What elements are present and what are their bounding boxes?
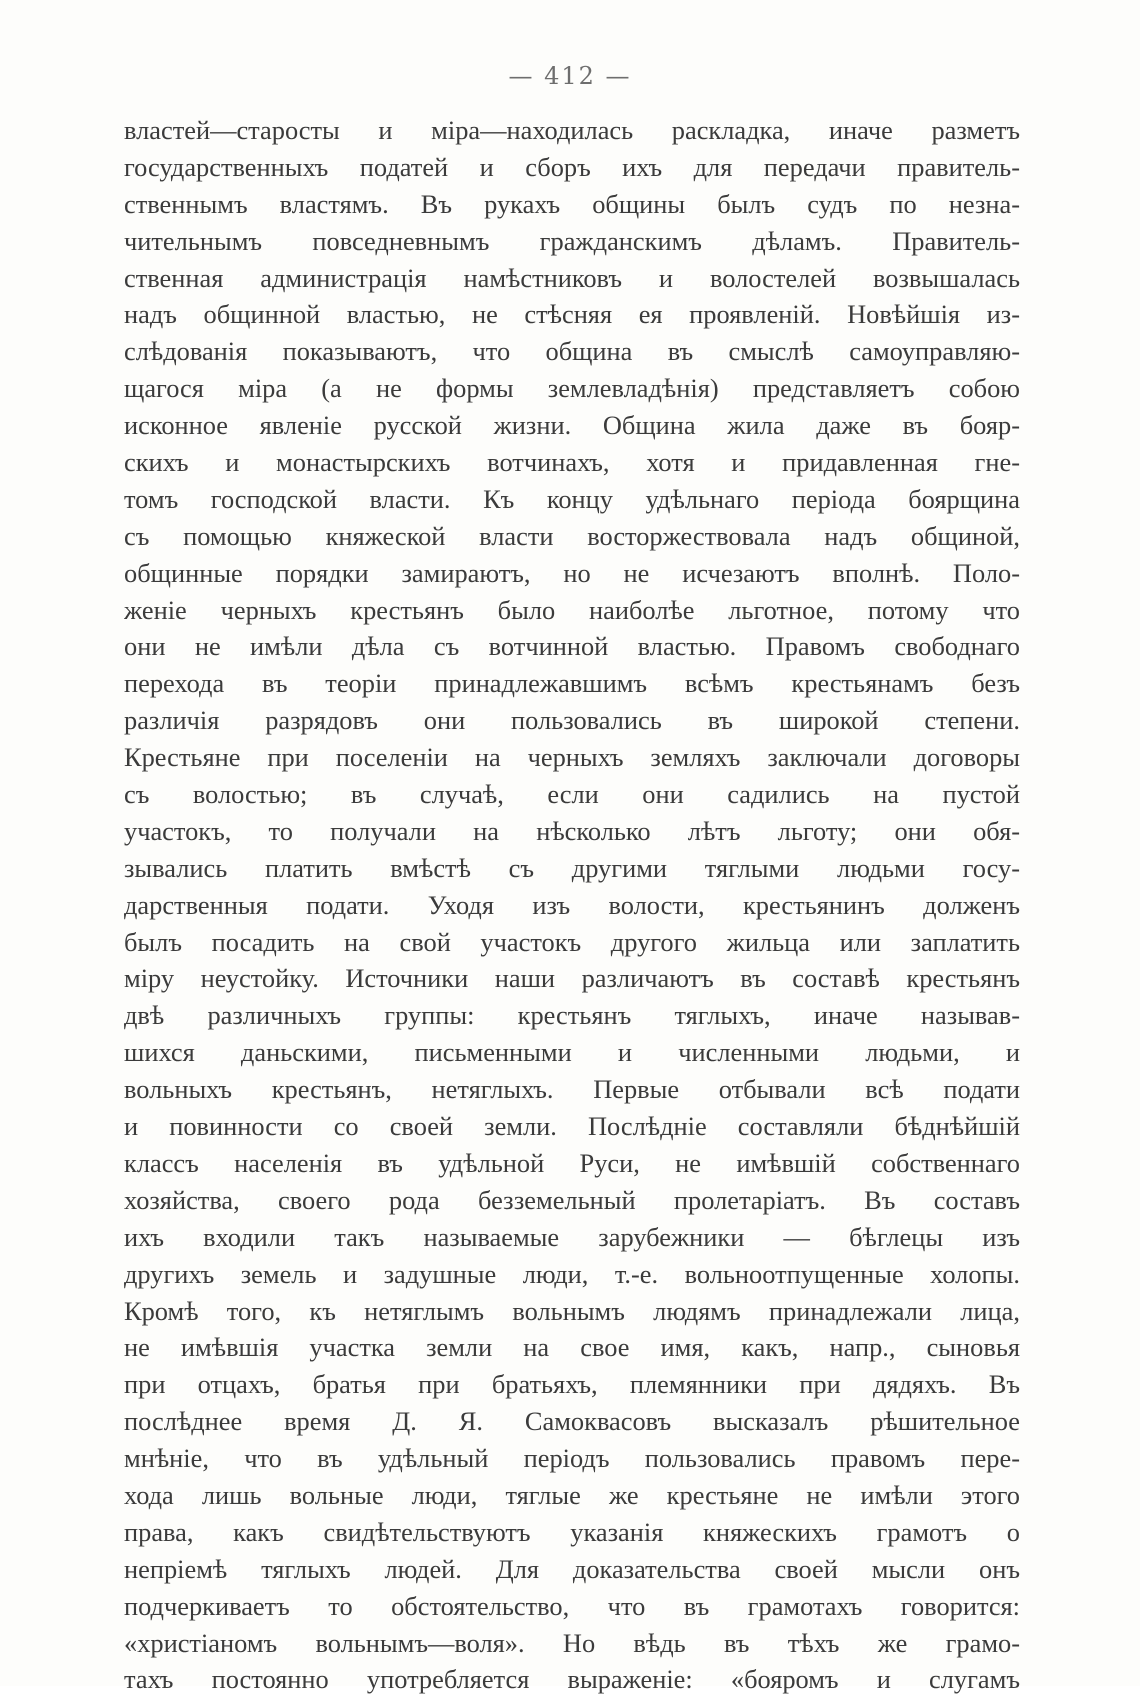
text-line: мнѣніе, что въ удѣльный періодъ пользовались правомъ пере-: [124, 1443, 1020, 1474]
text-line: двѣ различныхъ группы: крестьянъ тяглыхъ, иначе называв-: [124, 1000, 1020, 1031]
page-number: — 412 —: [508, 62, 632, 90]
text-line: шихся даньскими, письменными и численными людьми, и: [124, 1037, 1020, 1068]
text-line: подчеркиваетъ то обстоятельство, что въ грамотахъ говорится:: [124, 1590, 1020, 1621]
text-line: женіе черныхъ крестьянъ было наиболѣе льготное, потому что: [124, 594, 1020, 625]
text-line: Крестьяне при поселеніи на черныхъ земляхъ заключали договоры: [124, 742, 1020, 773]
text-line: они не имѣли дѣла съ вотчинной властью. Правомъ свободнаго: [124, 631, 1020, 662]
text-line: ихъ входили такъ называемые зарубежники — бѣглецы изъ: [124, 1221, 1020, 1252]
text-line: міру неустойку. Источники наши различаютъ въ составѣ крестьянъ: [124, 963, 1020, 994]
text-line: вольныхъ крестьянъ, нетяглыхъ. Первые отбывали всѣ подати: [124, 1074, 1020, 1105]
text-line: государственныхъ податей и сборъ ихъ для передачи правитель-: [124, 151, 1020, 182]
text-line: другихъ земель и задушные люди, т.-е. вольноотпущенные холопы.: [124, 1258, 1020, 1289]
text-line: слѣдованія показываютъ, что община въ смыслѣ самоуправляю-: [124, 336, 1020, 367]
text-line: чительнымъ повседневнымъ гражданскимъ дѣламъ. Правитель-: [124, 225, 1020, 256]
text-line: послѣднее время Д. Я. Самоквасовъ высказалъ рѣшительное: [124, 1406, 1020, 1437]
text-line: дарственныя подати. Уходя изъ волости, крестьянинъ долженъ: [124, 889, 1020, 920]
text-line: и повинности со своей земли. Послѣдніе составляли бѣднѣйшій: [124, 1111, 1020, 1142]
text-line: былъ посадить на свой участокъ другого жильца или заплатить: [124, 926, 1020, 957]
text-line: ственнымъ властямъ. Въ рукахъ общины былъ судъ по незна-: [124, 188, 1020, 219]
text-line: непріемѣ тяглыхъ людей. Для доказательства своей мысли онъ: [124, 1553, 1020, 1584]
text-line: права, какъ свидѣтельствуютъ указанія княжескихъ грамотъ о: [124, 1516, 1020, 1547]
text-line: зывались платить вмѣстѣ съ другими тяглыми людьми госу-: [124, 852, 1020, 883]
text-line: властей—старосты и міра—находилась раскладка, иначе разметъ: [124, 115, 1020, 145]
text-line: хода лишь вольные люди, тяглые же крестьяне не имѣли этого: [124, 1479, 1020, 1510]
text-line: «христіаномъ вольнымъ—воля». Но вѣдь въ тѣхъ же грамо-: [124, 1627, 1020, 1658]
text-line: ственная администрація намѣстниковъ и волостелей возвышалась: [124, 262, 1020, 293]
text-line: Кромѣ того, къ нетяглымъ вольнымъ людямъ принадлежали лица,: [124, 1295, 1020, 1326]
text-line: перехода въ теоріи принадлежавшимъ всѣмъ крестьянамъ безъ: [124, 668, 1020, 699]
text-line: щагося міра (а не формы землевладѣнія) представляетъ собою: [124, 373, 1020, 404]
text-line: хозяйства, своего рода безземельный пролетаріатъ. Въ составъ: [124, 1184, 1020, 1215]
text-line: тахъ постоянно употребляется выраженіе: «бояромъ и слугамъ: [124, 1664, 1020, 1695]
text-line: не имѣвшія участка земли на свое имя, какъ, напр., сыновья: [124, 1332, 1020, 1363]
text-line: общинные порядки замираютъ, но не исчезаютъ вполнѣ. Поло-: [124, 557, 1020, 588]
text-line: надъ общинной властью, не стѣсняя ея проявленій. Новѣйшія из-: [124, 299, 1020, 330]
text-line: исконное явленіе русской жизни. Община жила даже въ бояр-: [124, 410, 1020, 441]
text-line: томъ господской власти. Къ концу удѣльнаго періода боярщина: [124, 483, 1020, 514]
text-line: скихъ и монастырскихъ вотчинахъ, хотя и придавленная гне-: [124, 447, 1020, 478]
text-line: участокъ, то получали на нѣсколько лѣтъ льготу; они обя-: [124, 815, 1020, 846]
text-line: при отцахъ, братья при братьяхъ, племянники при дядяхъ. Въ: [124, 1369, 1020, 1400]
text-line: съ волостью; въ случаѣ, если они садились на пустой: [124, 779, 1020, 810]
text-line: съ помощью княжеской власти восторжествовала надъ общиной,: [124, 520, 1020, 551]
body-text: [124, 112, 1020, 1698]
text-line: классъ населенія въ удѣльной Руси, не имѣвшій собственнаго: [124, 1147, 1020, 1178]
text-line: различія разрядовъ они пользовались въ широкой степени.: [124, 705, 1020, 736]
